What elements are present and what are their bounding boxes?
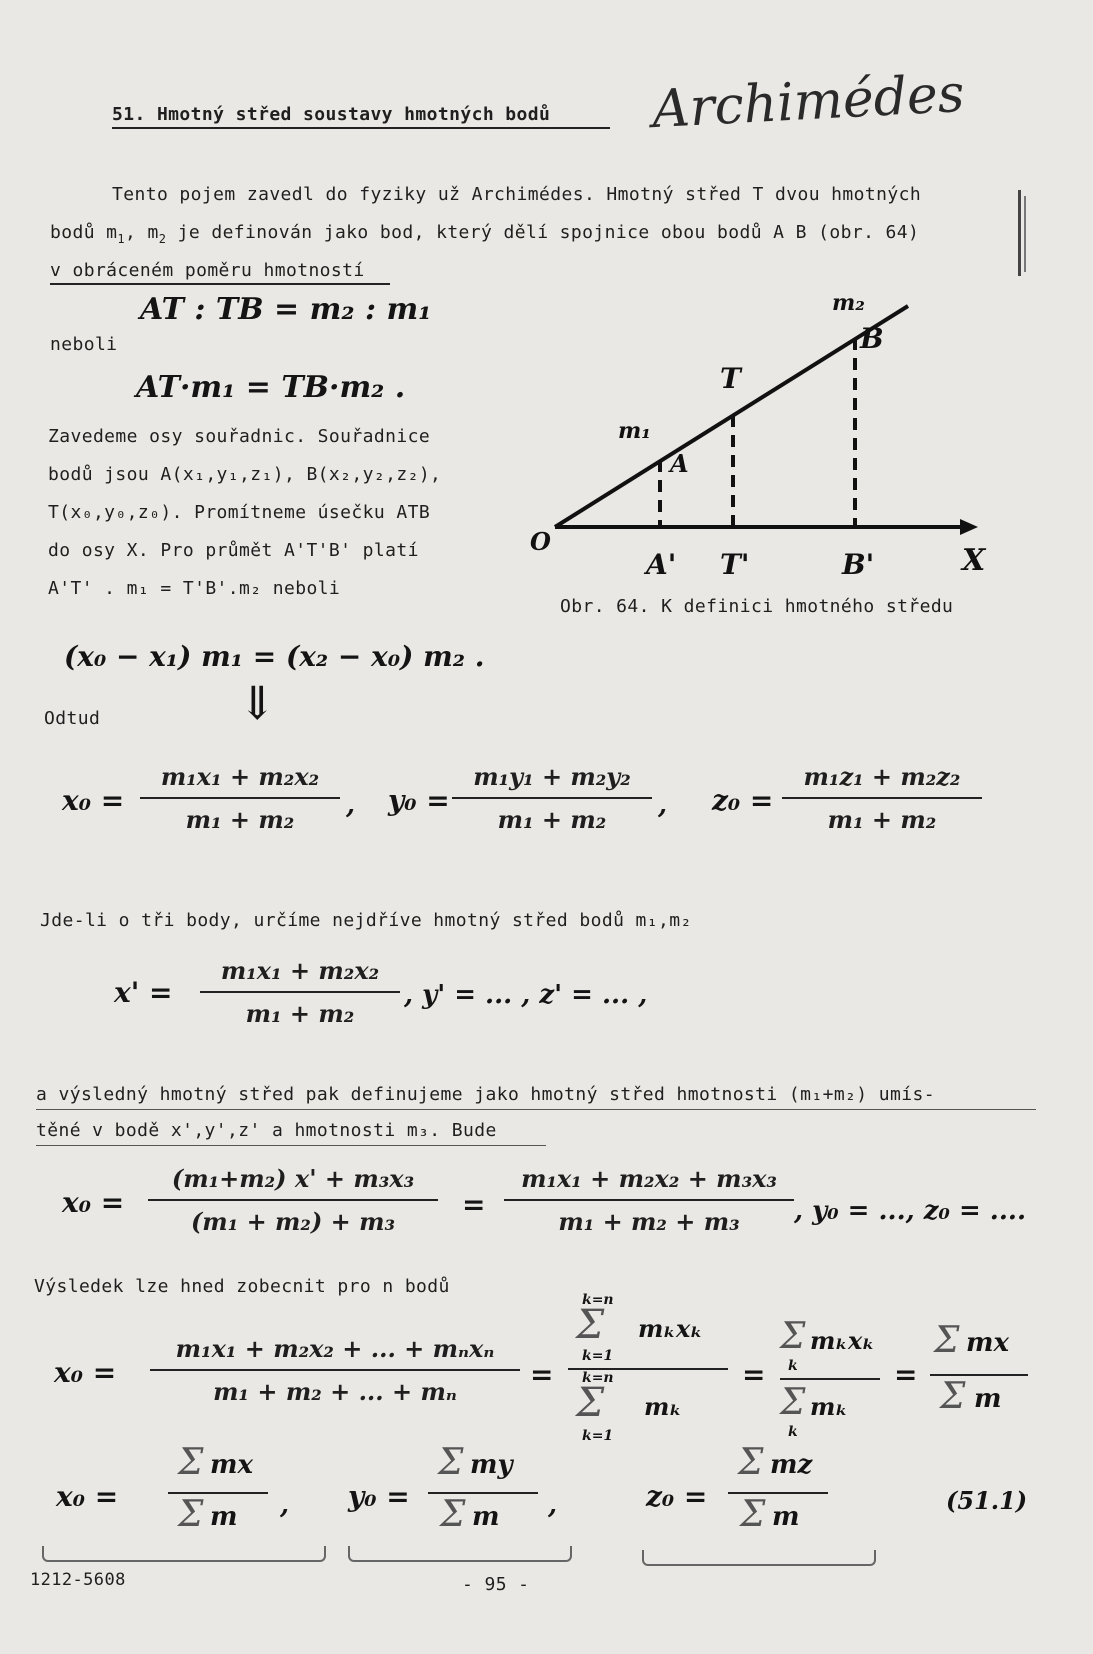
numerator: m₁x₁ + m₂x₂ + ... + mₙxₙ — [175, 1334, 495, 1363]
intro-line-1: Tento pojem zavedl do fyziky už Archimédes. Hmotný střed T dvou hmotných — [112, 184, 922, 205]
eq-final-x-fraction — [168, 1442, 268, 1546]
section-heading: 51. Hmotný střed soustavy hmotných bodů — [112, 104, 610, 129]
fraction-bar — [504, 1199, 794, 1201]
equation-product: AT·m₁ = TB·m₂ . — [136, 370, 406, 405]
denominator: m — [772, 1502, 800, 1532]
denominator: m₁ + m₂ — [497, 805, 607, 834]
coords-line-3: T(x₀,y₀,z₀). Promítneme úsečku ATB — [48, 502, 431, 523]
neboli-label: neboli — [50, 334, 118, 355]
intro-text: je definován jako bod, který dělí spojnice obou bodů A B (obr. 64) — [166, 222, 920, 243]
sum-icon: Σ — [738, 1442, 764, 1483]
numerator: m₁z₁ + m₂z₂ — [803, 762, 961, 791]
label-T: T — [720, 362, 741, 395]
margin-bar-2 — [1024, 196, 1026, 272]
eq-x0-lhs: x₀ = — [62, 784, 125, 817]
denominator: m₁ + m₂ — [245, 999, 355, 1028]
eq-final-z-fraction — [728, 1442, 828, 1546]
eq-z0-lhs: z₀ = — [712, 784, 774, 817]
eq-three-fraction-1 — [148, 1164, 438, 1236]
equals-sign: = — [462, 1188, 486, 1221]
comma: , — [658, 790, 668, 820]
label-X: X — [962, 543, 986, 578]
sum-icon: Σ — [438, 1442, 464, 1483]
numerator: mₖxₖ — [638, 1314, 703, 1343]
odtud-label: Odtud — [44, 708, 101, 729]
numerator: mₖxₖ — [810, 1326, 875, 1355]
denominator: m — [210, 1502, 238, 1532]
x-axis-arrow — [960, 519, 978, 535]
fraction-bar — [140, 797, 340, 799]
eq-three-fraction-2 — [504, 1164, 794, 1236]
result-line-2: těné v bodě x',y',z' a hmotnosti m₃. Bude — [36, 1120, 546, 1146]
eq-z0-fraction — [782, 762, 982, 834]
sum-icon: Σ — [576, 1302, 605, 1348]
fraction-bar — [782, 797, 982, 799]
fraction-bar — [452, 797, 652, 799]
figure-caption: Obr. 64. K definici hmotného středu — [560, 596, 954, 617]
numerator: m₁x₁ + m₂x₂ — [220, 956, 380, 985]
eq-xprime-lhs: x' = — [114, 976, 173, 1009]
denominator: mₖ — [644, 1392, 682, 1421]
denominator: m — [974, 1384, 1002, 1414]
sum-icon: Σ — [178, 1494, 204, 1535]
bracket-z — [642, 1550, 876, 1566]
three-points-text: Jde-li o tři body, určíme nejdříve hmotný střed bodů m₁,m₂ — [40, 910, 692, 931]
label-m1: m₁ — [618, 418, 651, 444]
eq-general-fraction-1 — [150, 1334, 520, 1406]
sum-upper-limit: k=n — [582, 1370, 614, 1386]
equals-sign: = — [742, 1358, 766, 1391]
numerator: m₁x₁ + m₂x₂ + m₃x₃ — [521, 1164, 777, 1193]
implies-arrow: ⇓ — [238, 676, 277, 730]
sum-lower-limit: k=1 — [582, 1348, 614, 1364]
eq-general-fraction-2 — [568, 1292, 728, 1452]
denominator: m₁ + m₂ + m₃ — [558, 1207, 740, 1236]
sum-icon: Σ — [934, 1320, 960, 1361]
sum-index: k — [788, 1424, 798, 1440]
fraction-bar — [148, 1199, 438, 1201]
denominator: mₖ — [810, 1392, 848, 1421]
numerator: (m₁+m₂) x' + m₃x₃ — [171, 1164, 415, 1193]
equation-ratio: AT : TB = m₂ : m₁ — [140, 292, 432, 327]
denominator: m₁ + m₂ — [827, 805, 937, 834]
bracket-x — [42, 1546, 326, 1562]
sum-upper-limit: k=n — [582, 1292, 614, 1308]
intro-line-2 — [50, 222, 919, 246]
eq-xprime-fraction — [200, 956, 400, 1028]
eq-general-fraction-3 — [780, 1316, 880, 1446]
equals-sign: = — [894, 1358, 918, 1391]
eq-general-fraction-4 — [930, 1322, 1028, 1422]
eq-three-lhs: x₀ = — [62, 1186, 125, 1219]
sum-icon: Σ — [576, 1380, 605, 1426]
eq-final-y-lhs: y₀ = — [348, 1480, 410, 1513]
denominator: m₁ + m₂ + ... + mₙ — [213, 1377, 457, 1406]
denominator: m — [472, 1502, 500, 1532]
sum-icon: Σ — [940, 1376, 966, 1417]
sum-lower-limit: k=1 — [582, 1428, 614, 1444]
eq-general-lhs: x₀ = — [54, 1356, 117, 1389]
equals-sign: = — [530, 1358, 554, 1391]
denominator: (m₁ + m₂) + m₃ — [190, 1207, 396, 1236]
label-m2: m₂ — [832, 290, 865, 316]
coords-line-5: A'T' . m₁ = T'B'.m₂ neboli — [48, 578, 341, 599]
subscript: 2 — [158, 232, 167, 246]
eq-xprime-rest: , y' = ... , z' = ... , — [404, 980, 648, 1010]
figure-64-diagram — [520, 290, 1000, 590]
denominator: m₁ + m₂ — [185, 805, 295, 834]
comma: , — [280, 1490, 290, 1520]
eq-final-x-lhs: x₀ = — [56, 1480, 119, 1513]
label-B: B — [860, 322, 884, 355]
subscript: 1 — [117, 232, 126, 246]
intro-text: bodů m — [50, 222, 118, 243]
result-line-1: a výsledný hmotný střed pak definujeme jako hmotný střed hmotnosti (m₁+m₂) umís- — [36, 1084, 1036, 1110]
label-B-proj: B' — [842, 548, 875, 581]
comma: , — [346, 790, 356, 820]
equation-number: (51.1) — [946, 1486, 1028, 1515]
coords-line-2: bodů jsou A(x₁,y₁,z₁), B(x₂,y₂,z₂), — [48, 464, 442, 485]
eq-final-y-fraction — [428, 1442, 538, 1546]
footer-code: 1212-5608 — [30, 1570, 126, 1590]
intro-text: , m — [125, 222, 159, 243]
comma: , — [548, 1490, 558, 1520]
intro-line-3: v obráceném poměru hmotností — [50, 260, 390, 285]
handwritten-note: Archimédes — [650, 63, 966, 141]
bracket-y — [348, 1546, 572, 1562]
page-number: - 95 - — [462, 1574, 530, 1595]
label-A: A — [670, 449, 689, 478]
numerator: mx — [210, 1450, 254, 1480]
numerator: m₁y₁ + m₂y₂ — [473, 762, 631, 791]
numerator: mz — [770, 1450, 813, 1480]
eq-final-z-lhs: z₀ = — [646, 1480, 708, 1513]
fraction-bar — [780, 1378, 880, 1380]
sum-icon: Σ — [440, 1494, 466, 1535]
label-O: O — [530, 527, 551, 556]
eq-y0-lhs: y₀ = — [388, 784, 450, 817]
coords-line-4: do osy X. Pro průmět A'T'B' platí — [48, 540, 419, 561]
numerator: m₁x₁ + m₂x₂ — [160, 762, 320, 791]
numerator: mx — [966, 1328, 1010, 1358]
sum-icon: Σ — [780, 1382, 806, 1423]
numerator: my — [470, 1450, 513, 1480]
eq-y0-fraction — [452, 762, 652, 834]
fraction-bar — [200, 991, 400, 993]
sum-icon: Σ — [740, 1494, 766, 1535]
equation-projection: (x₀ − x₁) m₁ = (x₂ − x₀) m₂ . — [64, 640, 485, 673]
general-text: Výsledek lze hned zobecnit pro n bodů — [34, 1276, 450, 1297]
eq-x0-fraction — [140, 762, 340, 834]
margin-bar — [1018, 190, 1021, 276]
sum-index: k — [788, 1358, 798, 1374]
label-T-proj: T' — [720, 548, 750, 581]
sum-icon: Σ — [780, 1316, 806, 1357]
fraction-bar — [150, 1369, 520, 1371]
sum-icon: Σ — [178, 1442, 204, 1483]
label-A-proj: A' — [646, 548, 677, 581]
eq-three-rest: , y₀ = ..., z₀ = .... — [794, 1196, 1026, 1226]
coords-line-1: Zavedeme osy souřadnic. Souřadnice — [48, 426, 431, 447]
